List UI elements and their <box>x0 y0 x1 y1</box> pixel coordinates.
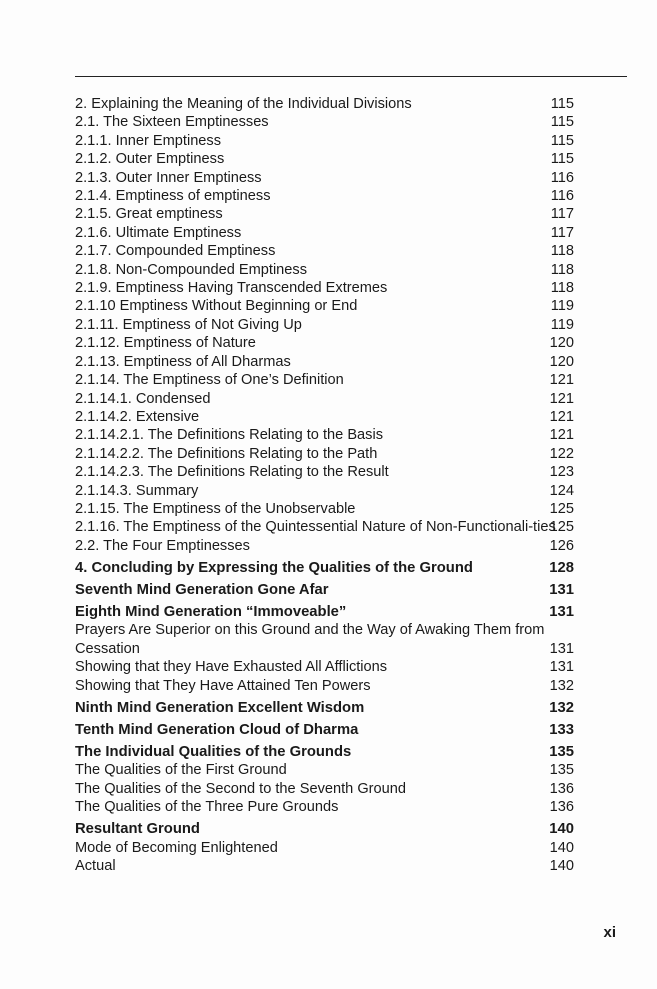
toc-entry-page: 117 <box>550 206 574 223</box>
toc-entry-page: 121 <box>549 390 574 407</box>
toc-entry <box>75 408 585 426</box>
toc-entry <box>75 743 585 762</box>
toc-entry <box>75 242 585 260</box>
toc-entry <box>75 371 585 389</box>
toc-entry <box>75 426 585 444</box>
toc-entry-page: 117 <box>550 224 574 241</box>
toc-entry-title: Mode of Becoming Enlightened <box>75 839 278 856</box>
toc-entry-title: 2.1.5. Great emptiness <box>75 206 223 223</box>
toc-entry-page: 122 <box>549 445 574 462</box>
toc-entry-title: Showing that they Have Exhausted All Afflictions <box>75 659 388 676</box>
toc-entry-page: 123 <box>549 464 574 481</box>
toc-entry-page: 131 <box>549 581 574 598</box>
toc-entry <box>75 390 585 408</box>
header-rule <box>75 76 627 77</box>
page-number: xi <box>603 924 616 941</box>
toc-entry-page: 119 <box>550 316 574 333</box>
toc-entry-title: 2.1.14.2.3. The Definitions Relating to the Result <box>75 464 389 481</box>
toc-entry-title: 2.1.7. Compounded Emptiness <box>75 243 276 260</box>
toc-entry-page: 118 <box>550 243 574 260</box>
toc-entry <box>75 169 585 187</box>
toc-entry-title: Ninth Mind Generation Excellent Wisdom <box>75 699 365 716</box>
toc-entry <box>75 187 585 205</box>
toc-entry <box>75 621 585 658</box>
toc-entry <box>75 559 585 578</box>
toc-entry-page: 116 <box>550 169 574 186</box>
toc-entry <box>75 113 585 131</box>
toc-entry-title: 2.1.15. The Emptiness of the Unobservable <box>75 500 356 517</box>
toc-entry-title: 2.1.3. Outer Inner Emptiness <box>75 169 262 186</box>
toc-entry-page: 128 <box>549 559 574 576</box>
toc-entry-page: 116 <box>550 188 574 205</box>
toc-entry-page: 121 <box>549 408 574 425</box>
toc-entry-title: 2.1.14. The Emptiness of One’s Definition <box>75 372 344 389</box>
toc-entry <box>75 353 585 371</box>
toc-entry <box>75 761 585 779</box>
toc-entry <box>75 205 585 223</box>
toc-entry-page: 135 <box>549 762 574 779</box>
toc-entry-title: 2.2. The Four Emptinesses <box>75 537 250 554</box>
toc-entry-title: 2.1.14.2.1. The Definitions Relating to the Basis <box>75 427 384 444</box>
toc-entry-title: 2.1.11. Emptiness of Not Giving Up <box>75 316 302 333</box>
toc-entry-title: Actual <box>75 858 116 875</box>
toc-entry-page: 140 <box>549 839 574 856</box>
toc-entry-page: 131 <box>549 659 574 676</box>
toc-entry-page: 136 <box>549 799 574 816</box>
toc-entry-title: 2.1.2. Outer Emptiness <box>75 151 225 168</box>
toc-entry <box>75 334 585 352</box>
toc-entry-page: 131 <box>549 603 574 620</box>
toc-entry-page: 132 <box>549 699 574 716</box>
toc-entry-title: The Qualities of the First Ground <box>75 762 287 779</box>
toc-entry-title: 2.1.6. Ultimate Emptiness <box>75 224 242 241</box>
toc-entry-title: The Qualities of the Second to the Seventh Ground <box>75 780 407 797</box>
toc-entry-title: Resultant Ground <box>75 821 200 838</box>
toc-entry-page: 115 <box>550 114 574 131</box>
toc-entry-title: 4. Concluding by Expressing the Qualities of the Ground <box>75 559 473 576</box>
toc-entry-page: 135 <box>549 743 574 760</box>
toc-entry-title: 2.1.8. Non-Compounded Emptiness <box>75 261 308 278</box>
toc-entry <box>75 537 585 555</box>
toc-entry-page: 124 <box>549 482 574 499</box>
toc-entry-page: 133 <box>549 721 574 738</box>
toc-entry-title: Showing that They Have Attained Ten Powers <box>75 677 371 694</box>
toc-entry <box>75 445 585 463</box>
toc-entry <box>75 518 585 536</box>
toc-entry-page: 125 <box>549 500 574 517</box>
toc-entry-page: 140 <box>549 858 574 875</box>
toc-entry-title: Seventh Mind Generation Gone Afar <box>75 581 329 598</box>
toc-entry <box>75 721 585 740</box>
toc-entry-title: 2. Explaining the Meaning of the Individual Divisions <box>75 96 412 112</box>
toc-entry <box>75 95 585 113</box>
toc-entry-title: 2.1.9. Emptiness Having Transcended Extremes <box>75 280 388 297</box>
toc-entry-title: 2.1.14.3. Summary <box>75 482 199 499</box>
toc-entry <box>75 820 585 839</box>
toc-entry-page: 132 <box>549 677 574 694</box>
toc-entry-page: 119 <box>550 298 574 315</box>
toc-entry-title: The Qualities of the Three Pure Grounds <box>75 799 339 816</box>
toc-entry-title: 2.1.12. Emptiness of Nature <box>75 335 256 352</box>
toc-entry <box>75 603 585 622</box>
toc-entry <box>75 581 585 600</box>
toc-entry-title: The Individual Qualities of the Grounds <box>75 743 352 760</box>
toc-entry-page: 120 <box>549 335 574 352</box>
toc-entry <box>75 224 585 242</box>
toc-entry-page: 121 <box>549 427 574 444</box>
toc-entry-title: 2.1.4. Emptiness of emptiness <box>75 188 271 205</box>
toc-entry-page: 115 <box>550 132 574 149</box>
toc-entry <box>75 798 585 816</box>
toc-entry-title: Tenth Mind Generation Cloud of Dharma <box>75 721 359 738</box>
toc-entry-page: 121 <box>549 372 574 389</box>
toc-entry-title: 2.1.14.2. Extensive <box>75 408 200 425</box>
toc-entry <box>75 857 585 875</box>
toc-entry-page: 131 <box>549 640 574 657</box>
toc-entry-page: 136 <box>549 780 574 797</box>
toc-entry-title: 2.1. The Sixteen Emptinesses <box>75 114 269 131</box>
toc-entry <box>75 279 585 297</box>
toc-entry-page: 140 <box>549 821 574 838</box>
toc-entry-page: 125 <box>549 519 574 536</box>
toc-entry <box>75 297 585 315</box>
toc-entry-title: 2.1.14.2.2. The Definitions Relating to the Path <box>75 445 378 462</box>
toc-entry <box>75 658 585 676</box>
toc-entry <box>75 150 585 168</box>
table-of-contents <box>75 95 585 875</box>
toc-entry <box>75 677 585 695</box>
toc-entry <box>75 132 585 150</box>
toc-entry-page: 118 <box>550 280 574 297</box>
toc-entry <box>75 316 585 334</box>
toc-entry-page: 115 <box>550 151 574 168</box>
toc-entry-page: 120 <box>549 353 574 370</box>
toc-entry-title: 2.1.1. Inner Emptiness <box>75 132 222 149</box>
toc-entry-page: 126 <box>549 537 574 554</box>
toc-entry-title: 2.1.13. Emptiness of All Dharmas <box>75 353 291 370</box>
toc-entry-page: 115 <box>550 96 574 112</box>
toc-entry-title: 2.1.16. The Emptiness of the Quintessential Nature of Non-Functionali-ties <box>75 519 556 536</box>
toc-entry <box>75 261 585 279</box>
toc-entry-title: Prayers Are Superior on this Ground and the Way of Awaking Them from Cessation <box>75 622 545 657</box>
toc-entry <box>75 839 585 857</box>
toc-entry <box>75 482 585 500</box>
toc-entry <box>75 699 585 718</box>
toc-entry <box>75 500 585 518</box>
toc-entry-title: 2.1.14.1. Condensed <box>75 390 211 407</box>
toc-entry-title: 2.1.10 Emptiness Without Beginning or End <box>75 298 358 315</box>
toc-entry <box>75 780 585 798</box>
toc-entry <box>75 463 585 481</box>
toc-entry-page: 118 <box>550 261 574 278</box>
toc-entry-title: Eighth Mind Generation “Immoveable” <box>75 603 347 620</box>
